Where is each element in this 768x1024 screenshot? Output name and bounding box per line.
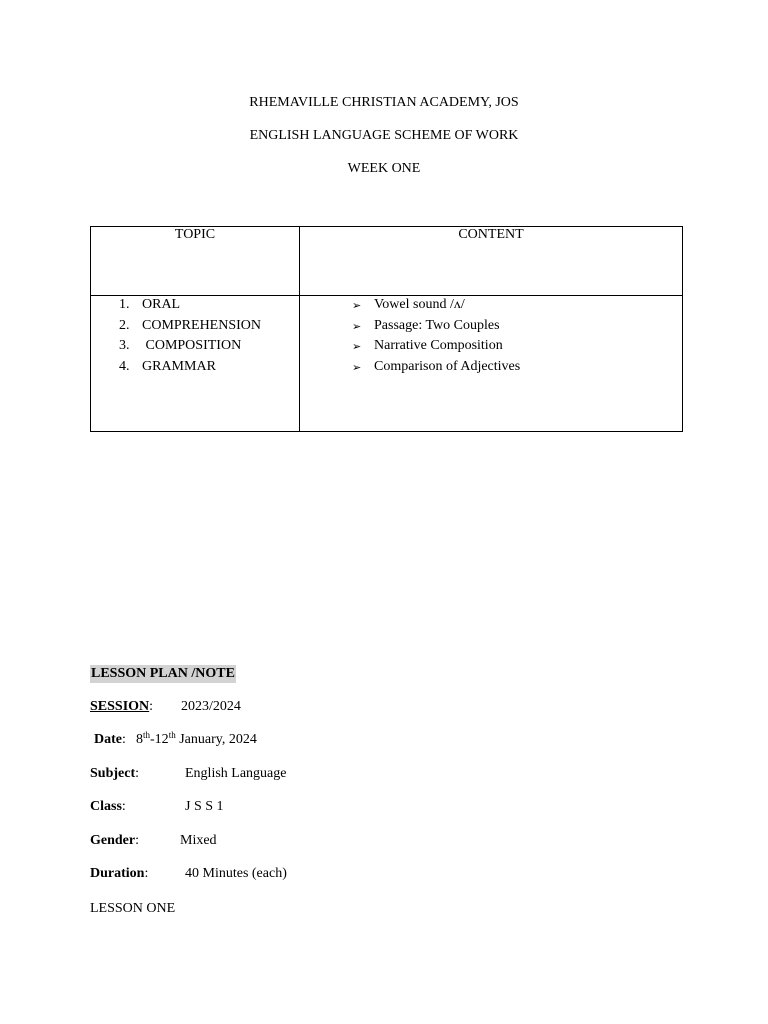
arrow-bullet-icon: ➢ <box>352 320 362 333</box>
date-start-day: 8 <box>136 732 143 747</box>
topic-text: ORAL <box>142 297 181 312</box>
session-value: 2023/2024 <box>181 699 241 714</box>
topic-number: 3. <box>119 338 130 353</box>
arrow-bullet-icon: ➢ <box>352 300 362 312</box>
class-label: Class <box>90 799 122 814</box>
table-row <box>91 296 683 432</box>
topic-header: TOPIC <box>91 227 300 296</box>
list-item <box>300 358 682 379</box>
date-label: Date <box>94 732 122 747</box>
school-name: RHEMAVILLE CHRISTIAN ACADEMY, JOS <box>249 95 519 110</box>
date-end-suffix: th <box>168 730 176 740</box>
date-month-year: January, 2024 <box>175 732 257 747</box>
date-end-day: -12 <box>150 732 169 747</box>
week-title: WEEK ONE <box>347 161 421 176</box>
lesson-heading: LESSON ONE <box>90 901 176 916</box>
gender-row <box>90 832 217 850</box>
gender-colon: : <box>135 833 139 848</box>
duration-value: 40 Minutes (each) <box>185 866 287 881</box>
content-text: Comparison of Adjectives <box>374 358 521 374</box>
list-item <box>91 337 299 358</box>
topics-list <box>91 296 299 378</box>
date-colon: : <box>122 732 126 747</box>
class-value: J S S 1 <box>185 799 224 814</box>
topics-cell <box>91 296 300 432</box>
gender-label: Gender <box>90 833 136 848</box>
subject-label: Subject <box>90 766 136 781</box>
list-item <box>300 337 682 358</box>
topic-number: 4. <box>119 358 130 374</box>
subject-value: English Language <box>185 766 287 781</box>
duration-colon: : <box>144 866 149 881</box>
list-item <box>91 358 299 379</box>
list-item <box>300 296 682 317</box>
duration-row <box>90 865 287 883</box>
session-row <box>90 698 241 716</box>
class-colon: : <box>121 799 126 814</box>
table-header-row <box>91 227 683 296</box>
list-item <box>91 317 299 338</box>
content-cell <box>300 296 683 432</box>
gender-value: Mixed <box>180 833 217 848</box>
list-item <box>91 296 299 317</box>
content-text: Vowel sound /ʌ/ <box>374 297 465 312</box>
date-value <box>136 731 257 749</box>
scheme-of-work-table <box>90 226 683 432</box>
topic-number: 2. <box>119 317 130 333</box>
content-text: Passage: Two Couples <box>374 317 500 333</box>
duration-label: Duration <box>90 866 145 881</box>
topic-text: COMPREHENSION <box>142 317 262 333</box>
arrow-bullet-icon: ➢ <box>352 361 362 374</box>
topic-number: 1. <box>119 297 130 312</box>
topic-text: COMPOSITION <box>142 338 242 353</box>
list-item <box>300 317 682 338</box>
date-row <box>94 730 257 749</box>
content-text: Narrative Composition <box>374 338 503 353</box>
lesson-plan-title: LESSON PLAN /NOTE <box>91 666 235 681</box>
subject-row <box>90 765 287 783</box>
content-header: CONTENT <box>300 227 683 296</box>
session-label: SESSION <box>90 699 150 714</box>
arrow-bullet-icon: ➢ <box>352 341 362 353</box>
topic-text: GRAMMAR <box>142 358 216 374</box>
content-list <box>300 296 682 378</box>
class-row <box>90 798 224 816</box>
scheme-title: ENGLISH LANGUAGE SCHEME OF WORK <box>249 128 519 143</box>
date-start-suffix: th <box>143 730 151 740</box>
session-colon: : <box>149 699 154 714</box>
subject-colon: : <box>135 766 140 781</box>
